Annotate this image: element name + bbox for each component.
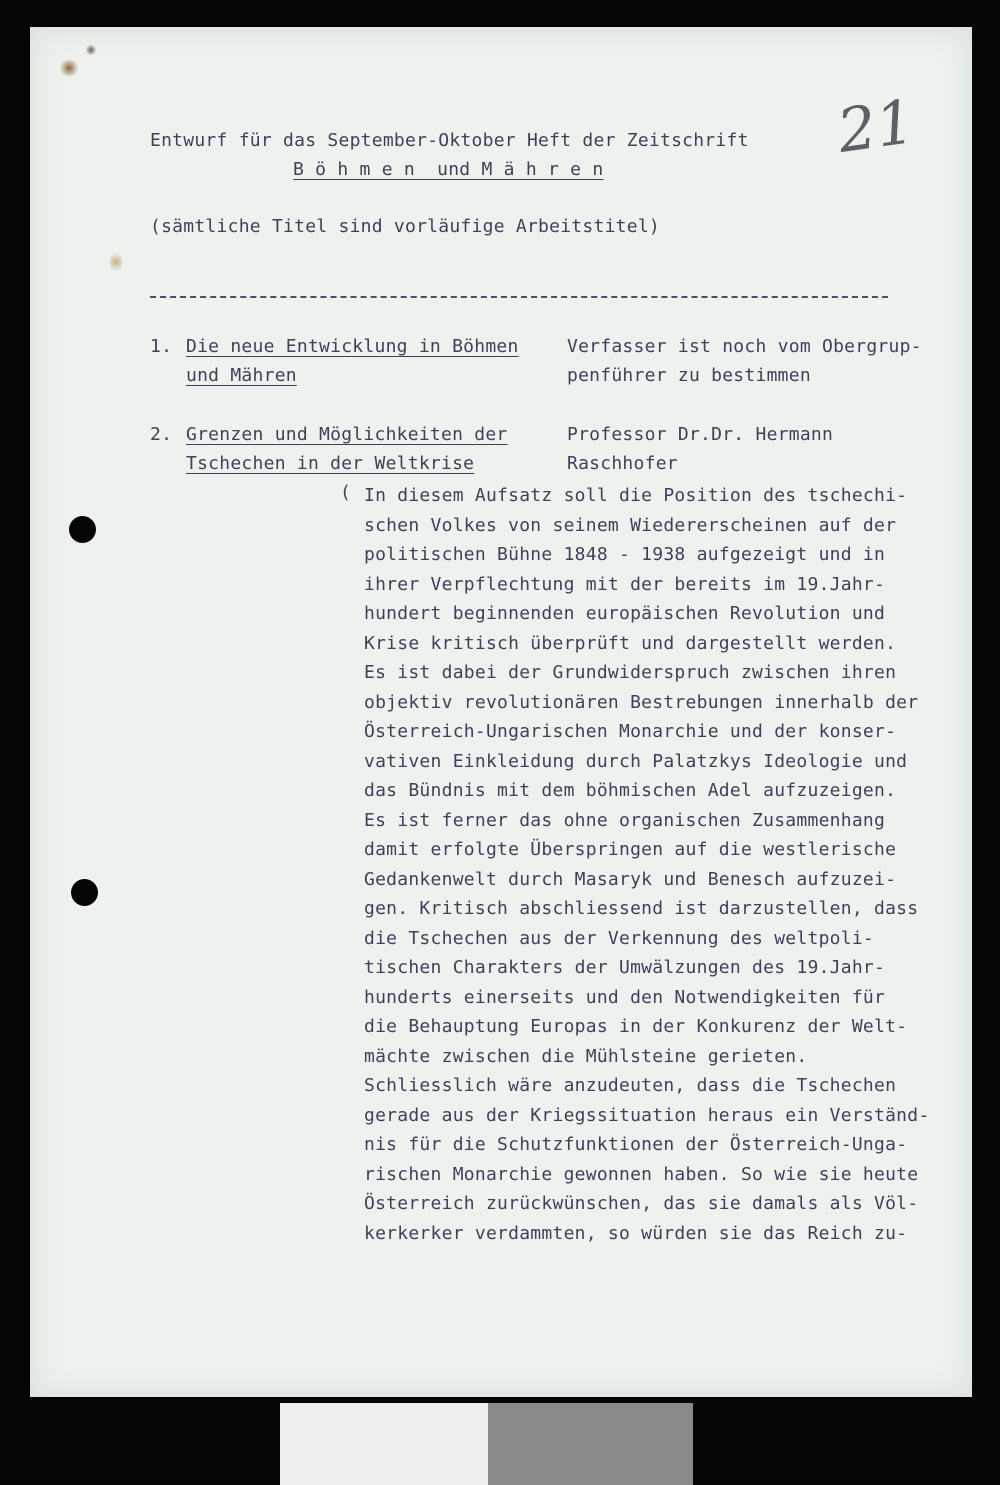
text-line: die Behauptung Europas in der Konkurenz der Welt- (364, 1016, 908, 1037)
divider-rule (150, 296, 888, 298)
text-line: kerkerker verdammten, so würden sie das Reich zu- (364, 1222, 908, 1244)
opening-parenthesis: ( (340, 482, 352, 503)
text-line: schen Volkes von seinem Wiedererscheinen auf der (364, 514, 897, 536)
calibration-strip-white (280, 1403, 488, 1485)
faint-stain (110, 250, 122, 274)
text-line: nis für die Schutzfunktionen der Österreich-Unga- (364, 1134, 908, 1155)
rust-stain-small (86, 44, 96, 56)
item-number: 2. (150, 424, 173, 445)
text-line: ihrer Verpflechtung mit der bereits im 19.Jahr- (364, 573, 886, 595)
text-line: Österreich zurückwünschen, das sie damals als Völ- (364, 1193, 919, 1214)
text-line: Österreich-Ungarischen Monarchie und der konser- (364, 721, 897, 742)
description-paragraph (364, 481, 964, 1248)
text-line: hundert beginnenden europäischen Revolution und (364, 603, 886, 624)
text-line: In diesem Aufsatz soll die Position des tschechi- (364, 485, 908, 506)
heading-line-1: Entwurf für das September-Oktober Heft der Zeitschrift (150, 130, 749, 151)
text-line: die Tschechen aus der Verkennung des weltpoli- (364, 927, 874, 949)
text-line: politischen Bühne 1848 - 1938 aufgezeigt und in (364, 544, 886, 565)
item-title: Die neue Entwicklung in Böhmen (186, 336, 519, 357)
rust-stain (58, 60, 80, 76)
item-title: und Mähren (186, 365, 297, 386)
text-line: objektiv revolutionären Bestrebungen innerhalb der (364, 691, 919, 713)
text-line: mächte zwischen die Mühlsteine gerieten. (364, 1045, 808, 1067)
punch-hole (71, 879, 98, 906)
text-line: Krise kritisch überprüft und dargestellt werden. (364, 632, 897, 654)
item-author: Verfasser ist noch vom Obergrup- (567, 336, 922, 357)
text-line: Es ist dabei der Grundwiderspruch zwischen ihren (364, 662, 897, 683)
text-line: Schliesslich wäre anzudeuten, dass die Tschechen (364, 1075, 897, 1096)
calibration-strip-gray (488, 1403, 693, 1485)
handwritten-page-number: 21 (833, 87, 919, 167)
text-line: rischen Monarchie gewonnen haben. So wie sie heute (364, 1163, 919, 1185)
text-line: das Bündnis mit dem böhmischen Adel aufzuzeigen. (364, 780, 897, 801)
item-author: Raschhofer (567, 453, 678, 474)
text-line: gen. Kritisch abschliessend ist darzustellen, dass (364, 898, 919, 919)
item-author: penführer zu bestimmen (567, 365, 811, 386)
item-title: Tschechen in der Weltkrise (186, 453, 475, 474)
punch-hole (69, 516, 96, 543)
heading-journal-title: B ö h m e n und M ä h r e n (293, 159, 604, 180)
subtitle: (sämtliche Titel sind vorläufige Arbeitstitel) (150, 216, 660, 237)
text-line: Es ist ferner das ohne organischen Zusammenhang (364, 809, 886, 831)
text-line: Gedankenwelt durch Masaryk und Benesch aufzuzei- (364, 868, 897, 890)
text-line: tischen Charakters der Umwälzungen des 19.Jahr- (364, 957, 886, 978)
item-title: Grenzen und Möglichkeiten der (186, 424, 508, 445)
item-number: 1. (150, 336, 173, 357)
text-line: vativen Einkleidung durch Palatzkys Ideologie und (364, 750, 908, 772)
text-line: hunderts einerseits und den Notwendigkeiten für (364, 986, 886, 1008)
item-author: Professor Dr.Dr. Hermann (567, 424, 834, 445)
text-line: gerade aus der Kriegssituation heraus ein Verständ- (364, 1104, 930, 1126)
text-line: damit erfolgte Überspringen auf die westlerische (364, 839, 897, 860)
